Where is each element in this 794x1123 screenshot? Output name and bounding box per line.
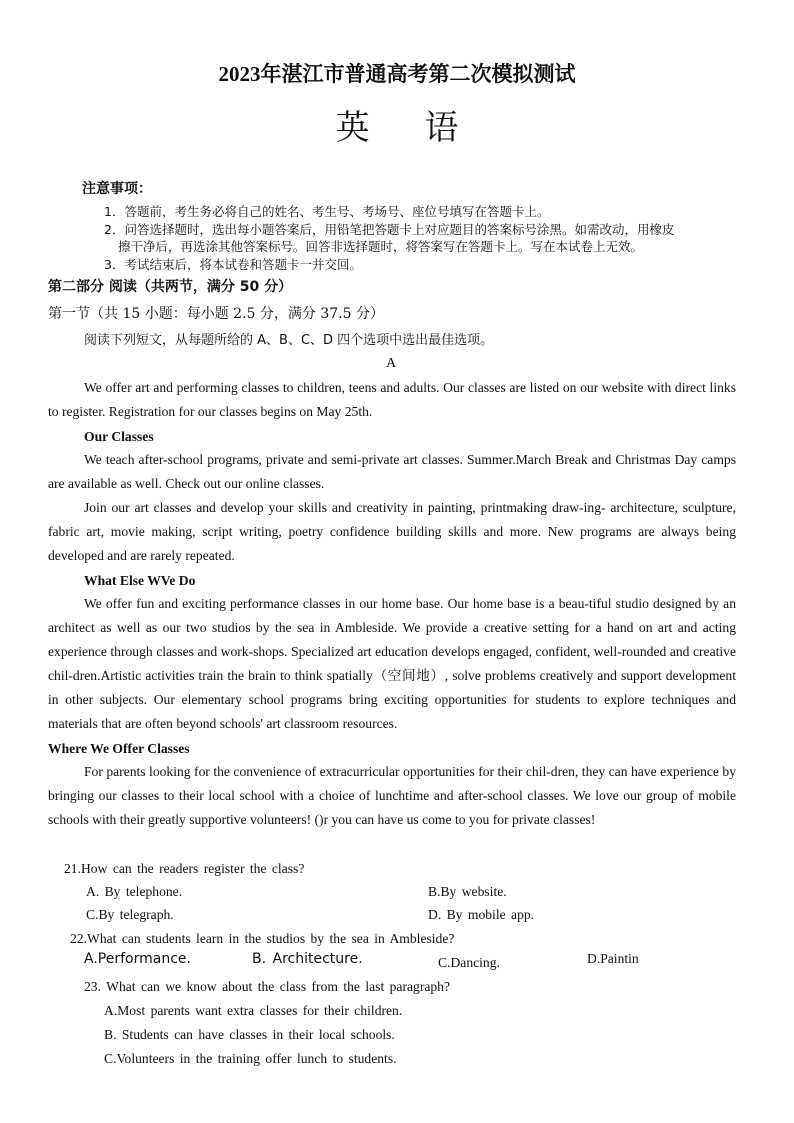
question-21-option-a: A. By telephone. xyxy=(86,884,183,899)
passage-paragraph-4: We offer fun and exciting performance classes in our home base. Our home base is a beau-tiful studio designed by an architect as well as our two studios by the sea in Ambleside. We provide a creative setting for a hand on art and acting experience through classes and work-shops. Specialized art education develops engaged, confident, well-rounded and creative chil-dren.Artistic activities train the brain to think spatially（空间地）, solve problems creatively and support development in other subjects. Our elementary school programs bring exciting opportunities for students to explore techniques and materials that are often beyond schools' art classroom resources. xyxy=(48,596,736,731)
question-21-option-c: C.By telegraph. xyxy=(86,907,174,922)
passage-paragraph-5: For parents looking for the convenience of extracurricular opportunities for their chil-dren, they can have experience by bringing our classes to their local school with a choice of lunchtime and after-school classes. We love our group of mobile schools with their greatly supportive volunteers! ()r you can have us come to you for private classes! xyxy=(48,764,736,827)
question-23-option-a: A.Most parents want extra classes for their children. xyxy=(104,1003,403,1018)
notice-item-2-cont: 擦干净后，再选涂其他答案标号。回答非选择题时，将答案写在答题卡上。写在本试卷上无效。 xyxy=(118,239,644,254)
passage-paragraph-2: We teach after-school programs, private and semi-private art classes. Summer.March Break and Christmas Day camps are available as well. Check out our online classes. xyxy=(48,452,736,491)
question-22-option-c: C.Dancing. xyxy=(438,955,500,970)
passage-paragraph-1: We offer art and performing classes to children, teens and adults. Our classes are listed on our website with direct links to register. Registration for our classes begins on May 25th. xyxy=(48,380,736,419)
question-23-stem: 23. What can we know about the class from the last paragraph? xyxy=(84,979,451,994)
heading-what-else: What Else WVe Do xyxy=(84,573,196,588)
subsection-title: 第一节（共 15 小题：每小题 2.5 分，满分 37.5 分） xyxy=(48,306,384,322)
question-22-option-a: A.Performance. xyxy=(84,951,191,967)
question-22-option-d: D.Paintin xyxy=(587,951,639,966)
notice-item-1: 1．答题前，考生务必将自己的姓名、考生号、考场号、座位号填写在答题卡上。 xyxy=(104,204,550,219)
question-22-stem: 22.What can students learn in the studios by the sea in Ambleside? xyxy=(70,931,455,946)
question-22-option-b: B. Architecture. xyxy=(252,951,363,967)
subject-title: 英 语 xyxy=(335,108,481,148)
notice-item-3: 3．考试结束后，将本试卷和答题卡一并交回。 xyxy=(104,257,362,272)
reading-instruction: 阅读下列短文，从每题所给的 A、B、C、D 四个选项中选出最佳选项。 xyxy=(84,333,494,348)
question-21-stem: 21.How can the readers register the class? xyxy=(64,861,305,876)
question-21-option-b: B.By website. xyxy=(428,884,507,899)
exam-title: 2023年湛江市普通高考第二次模拟测试 xyxy=(218,62,576,86)
notice-heading: 注意事项： xyxy=(82,181,152,197)
notice-item-2: 2．问答选择题时，选出每小题答案后，用铅笔把答题卡上对应题目的答案标号涂黑。如需改动，用橡皮 xyxy=(104,222,675,237)
heading-where: Where We Offer Classes xyxy=(48,741,190,756)
question-23-option-c: C.Volunteers in the training offer lunch to students. xyxy=(104,1051,397,1066)
question-21-option-d: D. By mobile app. xyxy=(428,907,535,922)
heading-our-classes: Our Classes xyxy=(84,429,154,444)
passage-paragraph-3: Join our art classes and develop your skills and creativity in painting, printmaking draw-ing- architecture, sculpture, fabric art, movie making, script writing, poetry confidence building skills and more. New programs are always being developed and are rarely repeated. xyxy=(48,500,736,563)
passage-label: A xyxy=(385,356,397,371)
question-23-option-b: B. Students can have classes in their local schools. xyxy=(104,1027,395,1042)
part-title: 第二部分 阅读（共两节，满分 50 分） xyxy=(48,279,293,295)
